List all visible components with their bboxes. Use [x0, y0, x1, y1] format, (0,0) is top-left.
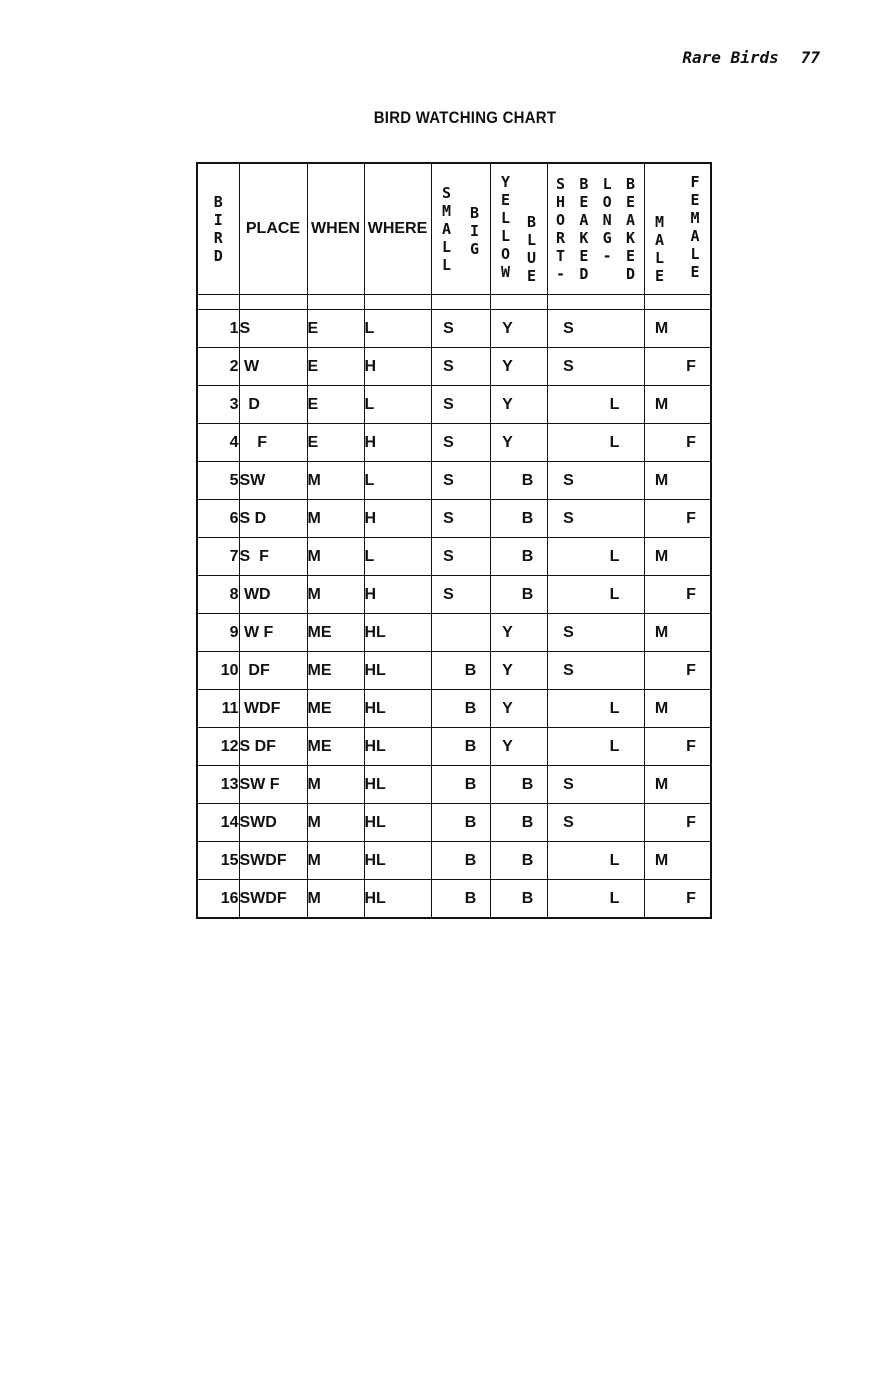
- table-row: [197, 310, 711, 348]
- where-cell: H: [364, 500, 431, 538]
- table-row: [197, 424, 711, 462]
- table-row: [197, 842, 711, 880]
- color-cell: [490, 500, 547, 538]
- female-value: F: [686, 737, 696, 755]
- short-value: S: [563, 471, 574, 489]
- big-value: B: [464, 851, 477, 869]
- short-value: S: [563, 357, 574, 375]
- yellow-value: Y: [502, 395, 513, 413]
- yellow-value: [501, 548, 515, 566]
- sex-cell: [644, 766, 711, 804]
- header-male: MALE: [654, 213, 665, 285]
- when-cell: M: [307, 576, 364, 614]
- sex-cell: [644, 538, 711, 576]
- where-cell: H: [364, 424, 431, 462]
- long-value: L: [609, 889, 620, 907]
- place-cell: WDF: [239, 690, 307, 728]
- yellow-value: [501, 776, 515, 794]
- male-value: [655, 358, 669, 376]
- big-value: B: [464, 889, 477, 907]
- bird-number: 5: [197, 462, 239, 500]
- big-value: [464, 434, 478, 452]
- when-cell: ME: [307, 652, 364, 690]
- beak-cell: [547, 690, 644, 728]
- yellow-value: [501, 852, 515, 870]
- header-beak: [547, 163, 644, 295]
- yellow-value: Y: [502, 319, 513, 337]
- table-row: [197, 804, 711, 842]
- bird-number: 6: [197, 500, 239, 538]
- female-value: F: [686, 357, 696, 375]
- big-value: [464, 320, 478, 338]
- bird-number: 9: [197, 614, 239, 652]
- place-cell: D: [239, 386, 307, 424]
- blue-value: B: [521, 851, 534, 869]
- beak-cell: [547, 538, 644, 576]
- color-cell: [490, 310, 547, 348]
- blue-value: [521, 662, 535, 680]
- place-cell: DF: [239, 652, 307, 690]
- small-value: S: [443, 395, 454, 413]
- table-row: [197, 348, 711, 386]
- short-value: [562, 852, 576, 870]
- size-cell: [431, 538, 490, 576]
- sex-cell: [644, 880, 711, 919]
- small-value: S: [443, 319, 454, 337]
- header-small: SMALL: [441, 184, 452, 274]
- big-value: [464, 510, 478, 528]
- when-cell: M: [307, 538, 364, 576]
- header-place: PLACE: [239, 163, 307, 295]
- big-value: B: [464, 699, 477, 717]
- place-cell: SW: [239, 462, 307, 500]
- yellow-value: [501, 586, 515, 604]
- beak-cell: [547, 880, 644, 919]
- short-value: S: [563, 623, 574, 641]
- female-value: F: [686, 889, 696, 907]
- long-value: L: [609, 395, 620, 413]
- color-cell: [490, 728, 547, 766]
- when-cell: M: [307, 766, 364, 804]
- small-value: S: [443, 433, 454, 451]
- section-title: Rare Birds: [682, 48, 779, 67]
- where-cell: L: [364, 462, 431, 500]
- bird-number: 13: [197, 766, 239, 804]
- place-cell: F: [239, 424, 307, 462]
- small-value: S: [443, 471, 454, 489]
- blue-value: [521, 358, 535, 376]
- bird-number: 7: [197, 538, 239, 576]
- female-value: [684, 396, 698, 414]
- when-cell: E: [307, 386, 364, 424]
- header-beaked-a: BEAKED: [579, 175, 589, 283]
- sex-cell: [644, 310, 711, 348]
- long-value: [608, 320, 622, 338]
- blue-value: [521, 700, 535, 718]
- where-cell: HL: [364, 614, 431, 652]
- short-value: S: [563, 661, 574, 679]
- short-value: S: [563, 775, 574, 793]
- where-cell: HL: [364, 842, 431, 880]
- color-cell: [490, 652, 547, 690]
- when-cell: ME: [307, 690, 364, 728]
- big-value: B: [464, 737, 477, 755]
- when-cell: ME: [307, 728, 364, 766]
- table-row: [197, 538, 711, 576]
- sex-cell: [644, 728, 711, 766]
- beak-cell: [547, 310, 644, 348]
- color-cell: [490, 576, 547, 614]
- size-cell: [431, 728, 490, 766]
- color-cell: [490, 386, 547, 424]
- chart-title: BIRD WATCHING CHART: [373, 108, 557, 127]
- place-cell: SWDF: [239, 842, 307, 880]
- size-cell: [431, 766, 490, 804]
- header-big: BIG: [469, 204, 480, 258]
- blue-value: [521, 434, 535, 452]
- table-row: [197, 652, 711, 690]
- short-value: S: [563, 813, 574, 831]
- beak-cell: [547, 424, 644, 462]
- bird-number: 11: [197, 690, 239, 728]
- male-value: [655, 738, 669, 756]
- long-value: [608, 624, 622, 642]
- sex-cell: [644, 462, 711, 500]
- long-value: [608, 472, 622, 490]
- color-cell: [490, 690, 547, 728]
- size-cell: [431, 576, 490, 614]
- table-row: [197, 614, 711, 652]
- female-value: [684, 852, 698, 870]
- where-cell: HL: [364, 652, 431, 690]
- when-cell: ME: [307, 614, 364, 652]
- header-blue: BLUE: [526, 213, 537, 285]
- male-value: M: [654, 851, 669, 869]
- yellow-value: [501, 814, 515, 832]
- beak-cell: [547, 766, 644, 804]
- male-value: M: [654, 471, 669, 489]
- size-cell: [431, 310, 490, 348]
- short-value: S: [563, 509, 574, 527]
- male-value: M: [654, 623, 669, 641]
- female-value: F: [686, 585, 696, 603]
- short-value: [562, 890, 576, 908]
- where-cell: H: [364, 576, 431, 614]
- where-cell: H: [364, 348, 431, 386]
- male-value: [655, 434, 669, 452]
- bird-number: 15: [197, 842, 239, 880]
- table-row: [197, 880, 711, 919]
- small-value: S: [443, 547, 454, 565]
- spacer-row: [197, 295, 711, 310]
- female-value: [684, 472, 698, 490]
- small-value: [442, 852, 456, 870]
- sex-cell: [644, 424, 711, 462]
- bird-number: 16: [197, 880, 239, 919]
- bird-watching-table: [196, 162, 712, 919]
- male-value: M: [654, 319, 669, 337]
- when-cell: M: [307, 804, 364, 842]
- female-value: F: [686, 661, 696, 679]
- yellow-value: [501, 890, 515, 908]
- yellow-value: Y: [502, 661, 513, 679]
- sex-cell: [644, 576, 711, 614]
- header-yellow: YELLOW: [500, 173, 511, 281]
- place-cell: SWDF: [239, 880, 307, 919]
- beak-cell: [547, 728, 644, 766]
- sex-cell: [644, 652, 711, 690]
- blue-value: [521, 738, 535, 756]
- short-value: [562, 586, 576, 604]
- table-row: [197, 500, 711, 538]
- long-value: L: [609, 585, 620, 603]
- size-cell: [431, 804, 490, 842]
- beak-cell: [547, 348, 644, 386]
- place-cell: W: [239, 348, 307, 386]
- big-value: [464, 472, 478, 490]
- female-value: F: [686, 433, 696, 451]
- header-bird: BIRD: [197, 163, 239, 295]
- where-cell: HL: [364, 766, 431, 804]
- size-cell: [431, 842, 490, 880]
- big-value: B: [464, 813, 477, 831]
- size-cell: [431, 652, 490, 690]
- male-value: [655, 662, 669, 680]
- sex-cell: [644, 386, 711, 424]
- yellow-value: [501, 510, 515, 528]
- male-value: M: [654, 775, 669, 793]
- size-cell: [431, 614, 490, 652]
- sex-cell: [644, 804, 711, 842]
- table-row: [197, 576, 711, 614]
- long-value: L: [609, 699, 620, 717]
- beak-cell: [547, 804, 644, 842]
- color-cell: [490, 614, 547, 652]
- when-cell: M: [307, 462, 364, 500]
- where-cell: HL: [364, 728, 431, 766]
- male-value: [655, 890, 669, 908]
- when-cell: E: [307, 310, 364, 348]
- yellow-value: Y: [502, 433, 513, 451]
- header-when: WHEN: [307, 163, 364, 295]
- long-value: [608, 776, 622, 794]
- long-value: L: [609, 433, 620, 451]
- size-cell: [431, 500, 490, 538]
- big-value: B: [464, 661, 477, 679]
- when-cell: E: [307, 424, 364, 462]
- header-female: FEMALE: [690, 173, 700, 281]
- where-cell: HL: [364, 690, 431, 728]
- blue-value: B: [521, 547, 534, 565]
- table-body: [197, 295, 711, 919]
- female-value: F: [686, 813, 696, 831]
- long-value: L: [609, 737, 620, 755]
- beak-cell: [547, 652, 644, 690]
- yellow-value: Y: [502, 699, 513, 717]
- table-row: [197, 728, 711, 766]
- bird-number: 1: [197, 310, 239, 348]
- when-cell: E: [307, 348, 364, 386]
- place-cell: SW F: [239, 766, 307, 804]
- size-cell: [431, 424, 490, 462]
- big-value: [464, 548, 478, 566]
- yellow-value: Y: [502, 737, 513, 755]
- short-value: [562, 738, 576, 756]
- where-cell: HL: [364, 804, 431, 842]
- big-value: [464, 358, 478, 376]
- where-cell: L: [364, 386, 431, 424]
- when-cell: M: [307, 842, 364, 880]
- small-value: [442, 662, 456, 680]
- female-value: [684, 776, 698, 794]
- female-value: [684, 548, 698, 566]
- size-cell: [431, 462, 490, 500]
- color-cell: [490, 804, 547, 842]
- yellow-value: [501, 472, 515, 490]
- header-size: [431, 163, 490, 295]
- blue-value: [521, 624, 535, 642]
- small-value: [442, 700, 456, 718]
- header-where: WHERE: [364, 163, 431, 295]
- male-value: [655, 510, 669, 528]
- sex-cell: [644, 500, 711, 538]
- table-row: [197, 766, 711, 804]
- when-cell: M: [307, 880, 364, 919]
- blue-value: B: [521, 813, 534, 831]
- long-value: [608, 814, 622, 832]
- header-color: [490, 163, 547, 295]
- header-short: SHORT-: [555, 175, 566, 283]
- size-cell: [431, 348, 490, 386]
- male-value: M: [654, 395, 669, 413]
- beak-cell: [547, 386, 644, 424]
- beak-cell: [547, 842, 644, 880]
- small-value: S: [443, 509, 454, 527]
- male-value: M: [654, 699, 669, 717]
- place-cell: S D: [239, 500, 307, 538]
- blue-value: [521, 320, 535, 338]
- place-cell: S: [239, 310, 307, 348]
- yellow-value: Y: [502, 357, 513, 375]
- long-value: [608, 358, 622, 376]
- blue-value: B: [521, 889, 534, 907]
- place-cell: S F: [239, 538, 307, 576]
- small-value: S: [443, 585, 454, 603]
- bird-number: 2: [197, 348, 239, 386]
- place-cell: W F: [239, 614, 307, 652]
- place-cell: SWD: [239, 804, 307, 842]
- sex-cell: [644, 842, 711, 880]
- small-value: S: [443, 357, 454, 375]
- sex-cell: [644, 690, 711, 728]
- sex-cell: [644, 348, 711, 386]
- where-cell: L: [364, 538, 431, 576]
- page-number: 77: [800, 48, 820, 67]
- blue-value: B: [521, 471, 534, 489]
- bird-number: 14: [197, 804, 239, 842]
- long-value: L: [609, 547, 620, 565]
- beak-cell: [547, 500, 644, 538]
- small-value: [442, 890, 456, 908]
- bird-number: 12: [197, 728, 239, 766]
- long-value: [608, 510, 622, 528]
- table-row: [197, 462, 711, 500]
- blue-value: [521, 396, 535, 414]
- header-long: LONG-: [602, 175, 612, 265]
- short-value: [562, 434, 576, 452]
- running-head: [682, 48, 820, 67]
- color-cell: [490, 842, 547, 880]
- where-cell: L: [364, 310, 431, 348]
- long-value: [608, 662, 622, 680]
- color-cell: [490, 766, 547, 804]
- beak-cell: [547, 462, 644, 500]
- female-value: [684, 700, 698, 718]
- size-cell: [431, 690, 490, 728]
- where-cell: HL: [364, 880, 431, 919]
- beak-cell: [547, 576, 644, 614]
- table-row: [197, 690, 711, 728]
- table-row: [197, 386, 711, 424]
- color-cell: [490, 538, 547, 576]
- color-cell: [490, 348, 547, 386]
- short-value: [562, 548, 576, 566]
- long-value: L: [609, 851, 620, 869]
- place-cell: S DF: [239, 728, 307, 766]
- male-value: [655, 814, 669, 832]
- size-cell: [431, 880, 490, 919]
- yellow-value: Y: [502, 623, 513, 641]
- header-sex: [644, 163, 711, 295]
- big-value: [464, 396, 478, 414]
- bird-number: 3: [197, 386, 239, 424]
- blue-value: B: [521, 509, 534, 527]
- short-value: S: [563, 319, 574, 337]
- when-cell: M: [307, 500, 364, 538]
- place-cell: WD: [239, 576, 307, 614]
- short-value: [562, 700, 576, 718]
- bird-number: 8: [197, 576, 239, 614]
- short-value: [562, 396, 576, 414]
- male-value: [655, 586, 669, 604]
- female-value: F: [686, 509, 696, 527]
- bird-number: 10: [197, 652, 239, 690]
- small-value: [442, 738, 456, 756]
- big-value: [464, 586, 478, 604]
- size-cell: [431, 386, 490, 424]
- beak-cell: [547, 614, 644, 652]
- blue-value: B: [521, 585, 534, 603]
- female-value: [684, 624, 698, 642]
- sex-cell: [644, 614, 711, 652]
- female-value: [684, 320, 698, 338]
- header-beaked-b: BEAKED: [625, 175, 635, 283]
- male-value: M: [654, 547, 669, 565]
- header-row: [197, 163, 711, 295]
- bird-number: 4: [197, 424, 239, 462]
- color-cell: [490, 424, 547, 462]
- small-value: [442, 776, 456, 794]
- big-value: B: [464, 775, 477, 793]
- blue-value: B: [521, 775, 534, 793]
- color-cell: [490, 880, 547, 919]
- small-value: [442, 814, 456, 832]
- color-cell: [490, 462, 547, 500]
